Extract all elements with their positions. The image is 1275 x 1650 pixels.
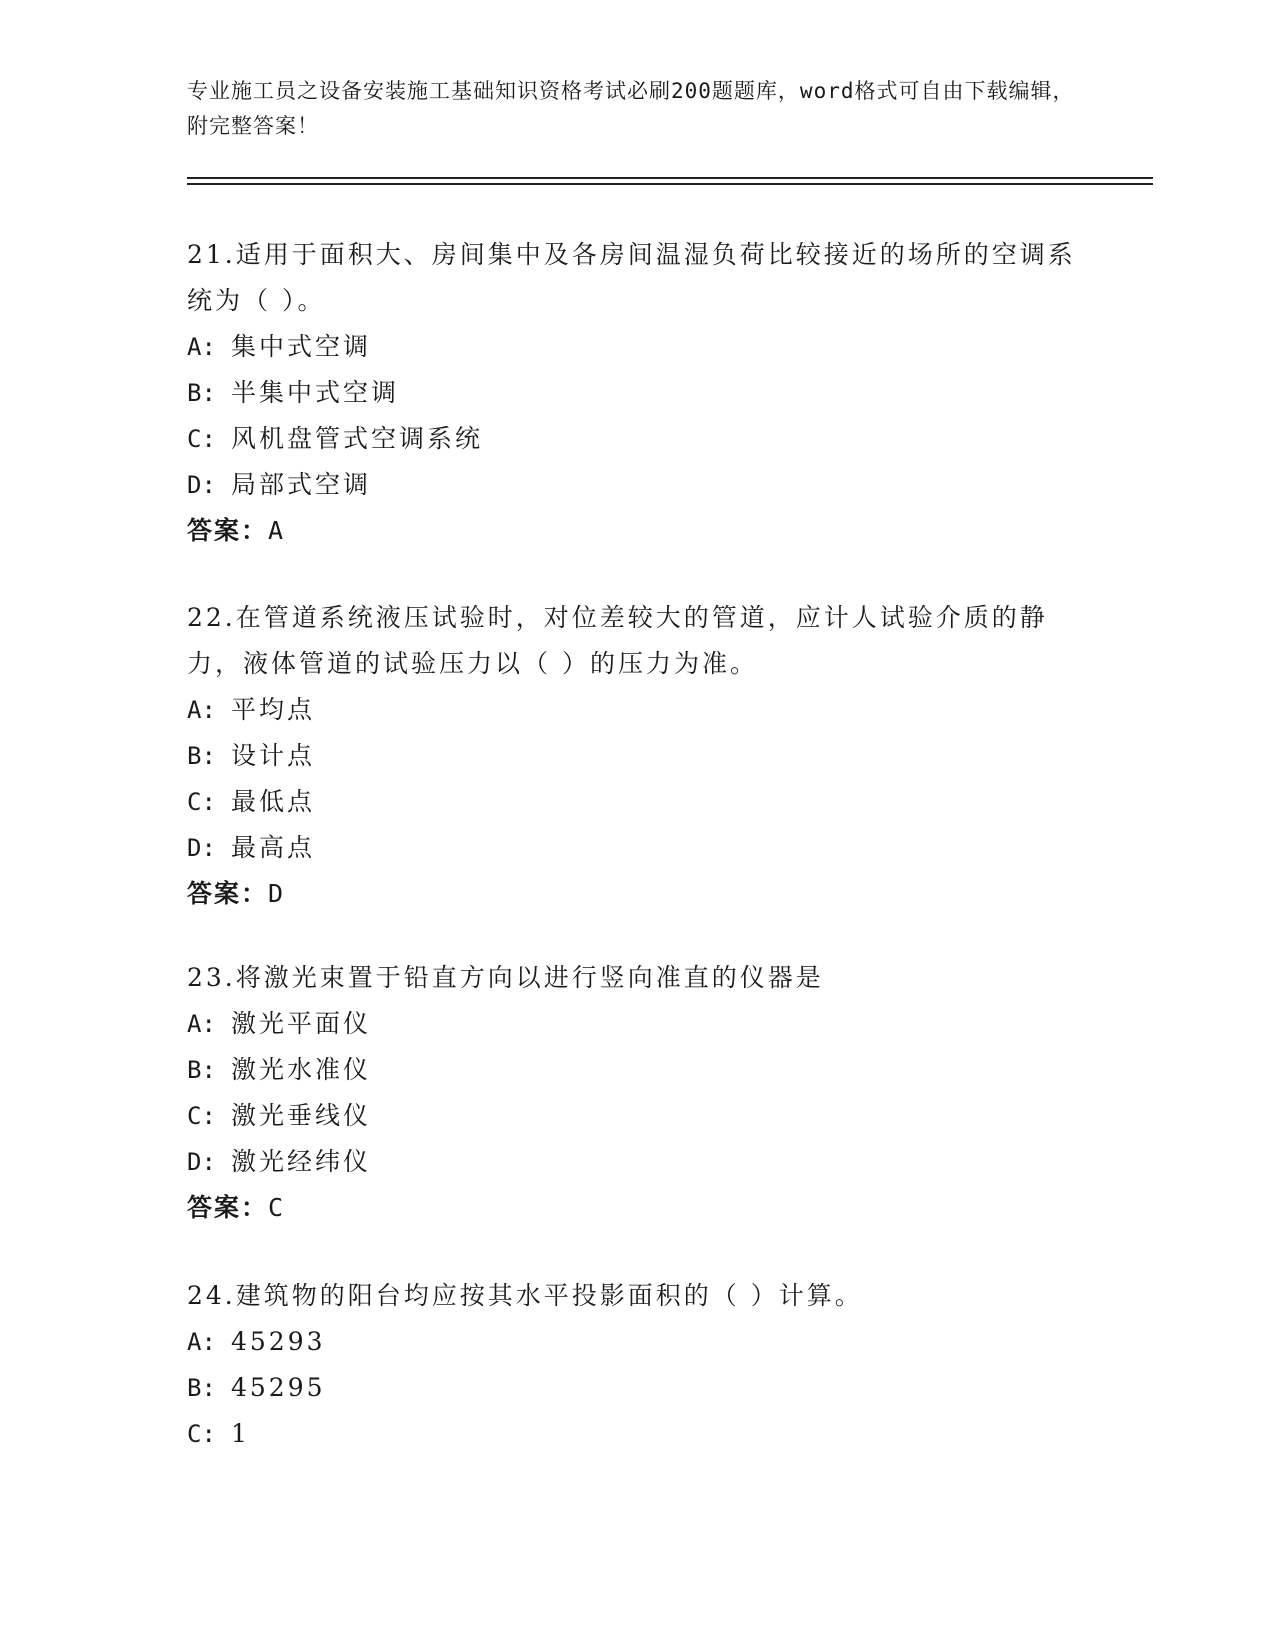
option-c xyxy=(187,779,1077,825)
option-text: 集中式空调 xyxy=(231,332,372,361)
question-24 xyxy=(187,1273,1077,1457)
option-d xyxy=(187,825,1077,871)
option-text: 最低点 xyxy=(231,787,316,816)
option-letter: B: xyxy=(187,742,216,770)
answer-line xyxy=(187,508,1077,554)
option-text: 平均点 xyxy=(231,695,316,724)
option-letter: B: xyxy=(187,1056,216,1084)
option-a xyxy=(187,1001,1077,1047)
option-text: 1 xyxy=(231,1419,250,1448)
question-stem: 23.将激光束置于铅直方向以进行竖向准直的仪器是 xyxy=(187,963,824,992)
option-text: 设计点 xyxy=(231,741,316,770)
option-letter: D: xyxy=(187,834,216,862)
option-letter: A: xyxy=(187,1010,216,1038)
option-b xyxy=(187,1365,1077,1411)
option-a xyxy=(187,1319,1077,1365)
option-a xyxy=(187,687,1077,733)
header-divider-bottom xyxy=(187,183,1153,185)
option-b xyxy=(187,733,1077,779)
option-text: 半集中式空调 xyxy=(231,378,400,407)
option-letter: A: xyxy=(187,1328,216,1356)
question-22 xyxy=(187,595,1077,917)
answer-line xyxy=(187,871,1077,917)
option-letter: D: xyxy=(187,1148,216,1176)
option-b xyxy=(187,370,1077,416)
answer-value: A xyxy=(268,516,286,545)
option-text: 激光经纬仪 xyxy=(231,1147,372,1176)
option-letter: B: xyxy=(187,379,216,407)
question-stem: 24.建筑物的阳台均应按其水平投影面积的（ ）计算。 xyxy=(187,1281,863,1310)
question-stem: 21.适用于面积大、房间集中及各房间温湿负荷比较接近的场所的空调系统为（ ）。 xyxy=(187,240,1076,315)
option-text: 激光垂线仪 xyxy=(231,1101,372,1130)
answer-label: 答案： xyxy=(187,879,269,908)
option-letter: C: xyxy=(187,1420,216,1448)
option-c xyxy=(187,1093,1077,1139)
option-c xyxy=(187,416,1077,462)
option-text: 最高点 xyxy=(231,833,316,862)
header-divider-top xyxy=(187,177,1153,179)
option-letter: A: xyxy=(187,333,216,361)
option-letter: D: xyxy=(187,471,216,499)
option-text: 激光平面仪 xyxy=(231,1009,372,1038)
option-d xyxy=(187,1139,1077,1185)
question-21 xyxy=(187,232,1077,554)
option-letter: A: xyxy=(187,696,216,724)
option-letter: B: xyxy=(187,1374,216,1402)
answer-value: C xyxy=(268,1193,286,1222)
answer-label: 答案： xyxy=(187,516,269,545)
question-stem: 22.在管道系统液压试验时，对位差较大的管道，应计人试验介质的静力，液体管道的试验压力以（ ）的压力为准。 xyxy=(187,603,1048,678)
option-b xyxy=(187,1047,1077,1093)
answer-label: 答案： xyxy=(187,1193,269,1222)
option-letter: C: xyxy=(187,1102,216,1130)
option-c xyxy=(187,1411,1077,1457)
option-letter: C: xyxy=(187,425,216,453)
option-text: 45295 xyxy=(231,1373,326,1402)
document-header: 专业施工员之设备安装施工基础知识资格考试必刷200题题库，word格式可自由下载编辑，附完整答案！ xyxy=(187,79,1075,138)
option-text: 局部式空调 xyxy=(231,470,372,499)
option-letter: C: xyxy=(187,788,216,816)
option-a xyxy=(187,324,1077,370)
answer-value: D xyxy=(268,879,286,908)
answer-line xyxy=(187,1185,1077,1231)
question-23 xyxy=(187,955,1077,1231)
option-text: 激光水准仪 xyxy=(231,1055,372,1084)
option-text: 风机盘管式空调系统 xyxy=(231,424,484,453)
option-text: 45293 xyxy=(231,1327,326,1356)
option-d xyxy=(187,462,1077,508)
